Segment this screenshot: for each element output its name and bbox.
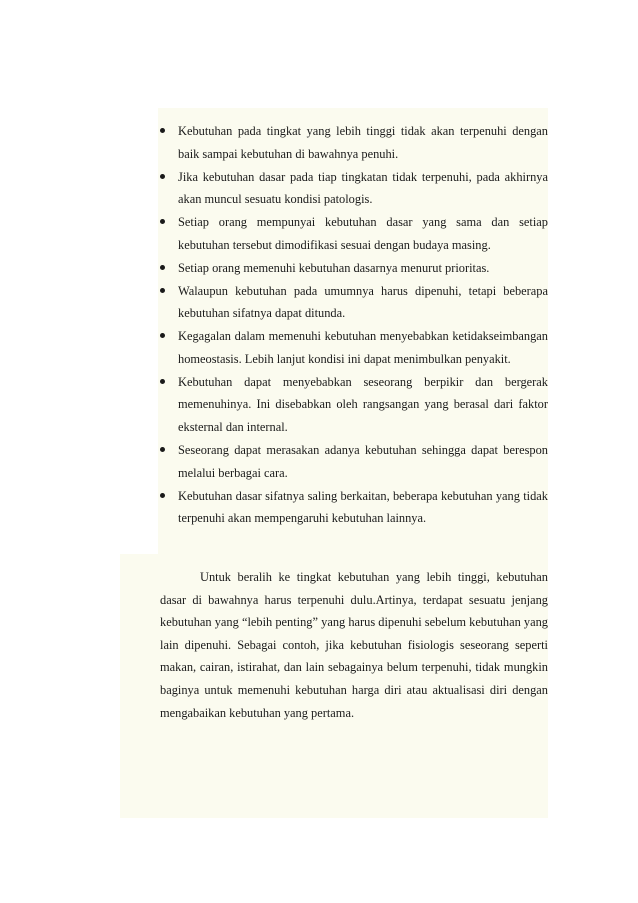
list-item (160, 120, 548, 165)
list-item-text: Walaupun kebutuhan pada umumnya harus dipenuhi, tetapi beberapa kebutuhan sifatnya dapat ditunda. (178, 283, 548, 321)
document-body (160, 120, 548, 530)
list-item-text: Setiap orang memenuhi kebutuhan dasarnya menurut prioritas. (178, 260, 490, 275)
list-item (160, 325, 548, 370)
list-item (160, 166, 548, 211)
bullet-icon (160, 447, 165, 452)
bullet-list (160, 120, 548, 530)
list-item-text: Setiap orang mempunyai kebutuhan dasar yang sama dan setiap kebutuhan tersebut dimodifikasi sesuai dengan budaya masing. (178, 215, 548, 252)
list-item-text: Kegagalan dalam memenuhi kebutuhan menyebabkan ketidakseimbangan homeostasis. Lebih lanjut kondisi ini dapat menimbulkan penyakit. (178, 329, 548, 366)
list-item-text: Seseorang dapat merasakan adanya kebutuhan sehingga dapat berespon melalui berbagai cara. (178, 443, 548, 480)
bullet-icon (160, 128, 165, 133)
list-item-text: Kebutuhan dasar sifatnya saling berkaitan, beberapa kebutuhan yang tidak terpenuhi akan mempengaruhi kebutuhan lainnya. (178, 488, 548, 526)
list-item (160, 371, 548, 439)
bullet-icon (160, 333, 165, 338)
bullet-icon (160, 174, 165, 179)
body-paragraph: Untuk beralih ke tingkat kebutuhan yang lebih tinggi, kebutuhan dasar di bawahnya harus terpenuhi dulu.Artinya, terdapat sesuatu jenjang kebutuhan yang “lebih penting” yang harus dipenuhi sebelum kebutuhan yang lain dipenuhi. Sebagai contoh, jika kebutuhan fisiologis seseorang seperti makan, cairan, istirahat, dan lain sebagainya belum terpenuhi, tidak mungkin baginya untuk memenuhi kebutuhan harga diri atau aktualisasi diri dengan mengabaikan kebutuhan yang pertama. (160, 570, 548, 720)
bullet-icon (160, 265, 165, 270)
bullet-icon (160, 493, 165, 498)
list-item (160, 280, 548, 325)
paragraph-container (160, 554, 548, 737)
list-item-text: Jika kebutuhan dasar pada tiap tingkatan tidak terpenuhi, pada akhirnya akan muncul sesuatu kondisi patologis. (178, 169, 548, 207)
list-item-text: Kebutuhan dapat menyebabkan seseorang berpikir dan bergerak memenuhinya. Ini disebabkan oleh rangsangan yang berasal dari faktor eksternal dan internal. (178, 374, 548, 435)
highlight-block (120, 730, 548, 818)
list-item (160, 257, 548, 280)
list-item-text: Kebutuhan pada tingkat yang lebih tinggi tidak akan terpenuhi dengan baik sampai kebutuhan di bawahnya penuhi. (178, 124, 548, 161)
bullet-icon (160, 288, 165, 293)
bullet-icon (160, 379, 165, 384)
bullet-icon (160, 219, 165, 224)
list-item (160, 439, 548, 484)
list-item (160, 485, 548, 530)
list-item (160, 211, 548, 256)
